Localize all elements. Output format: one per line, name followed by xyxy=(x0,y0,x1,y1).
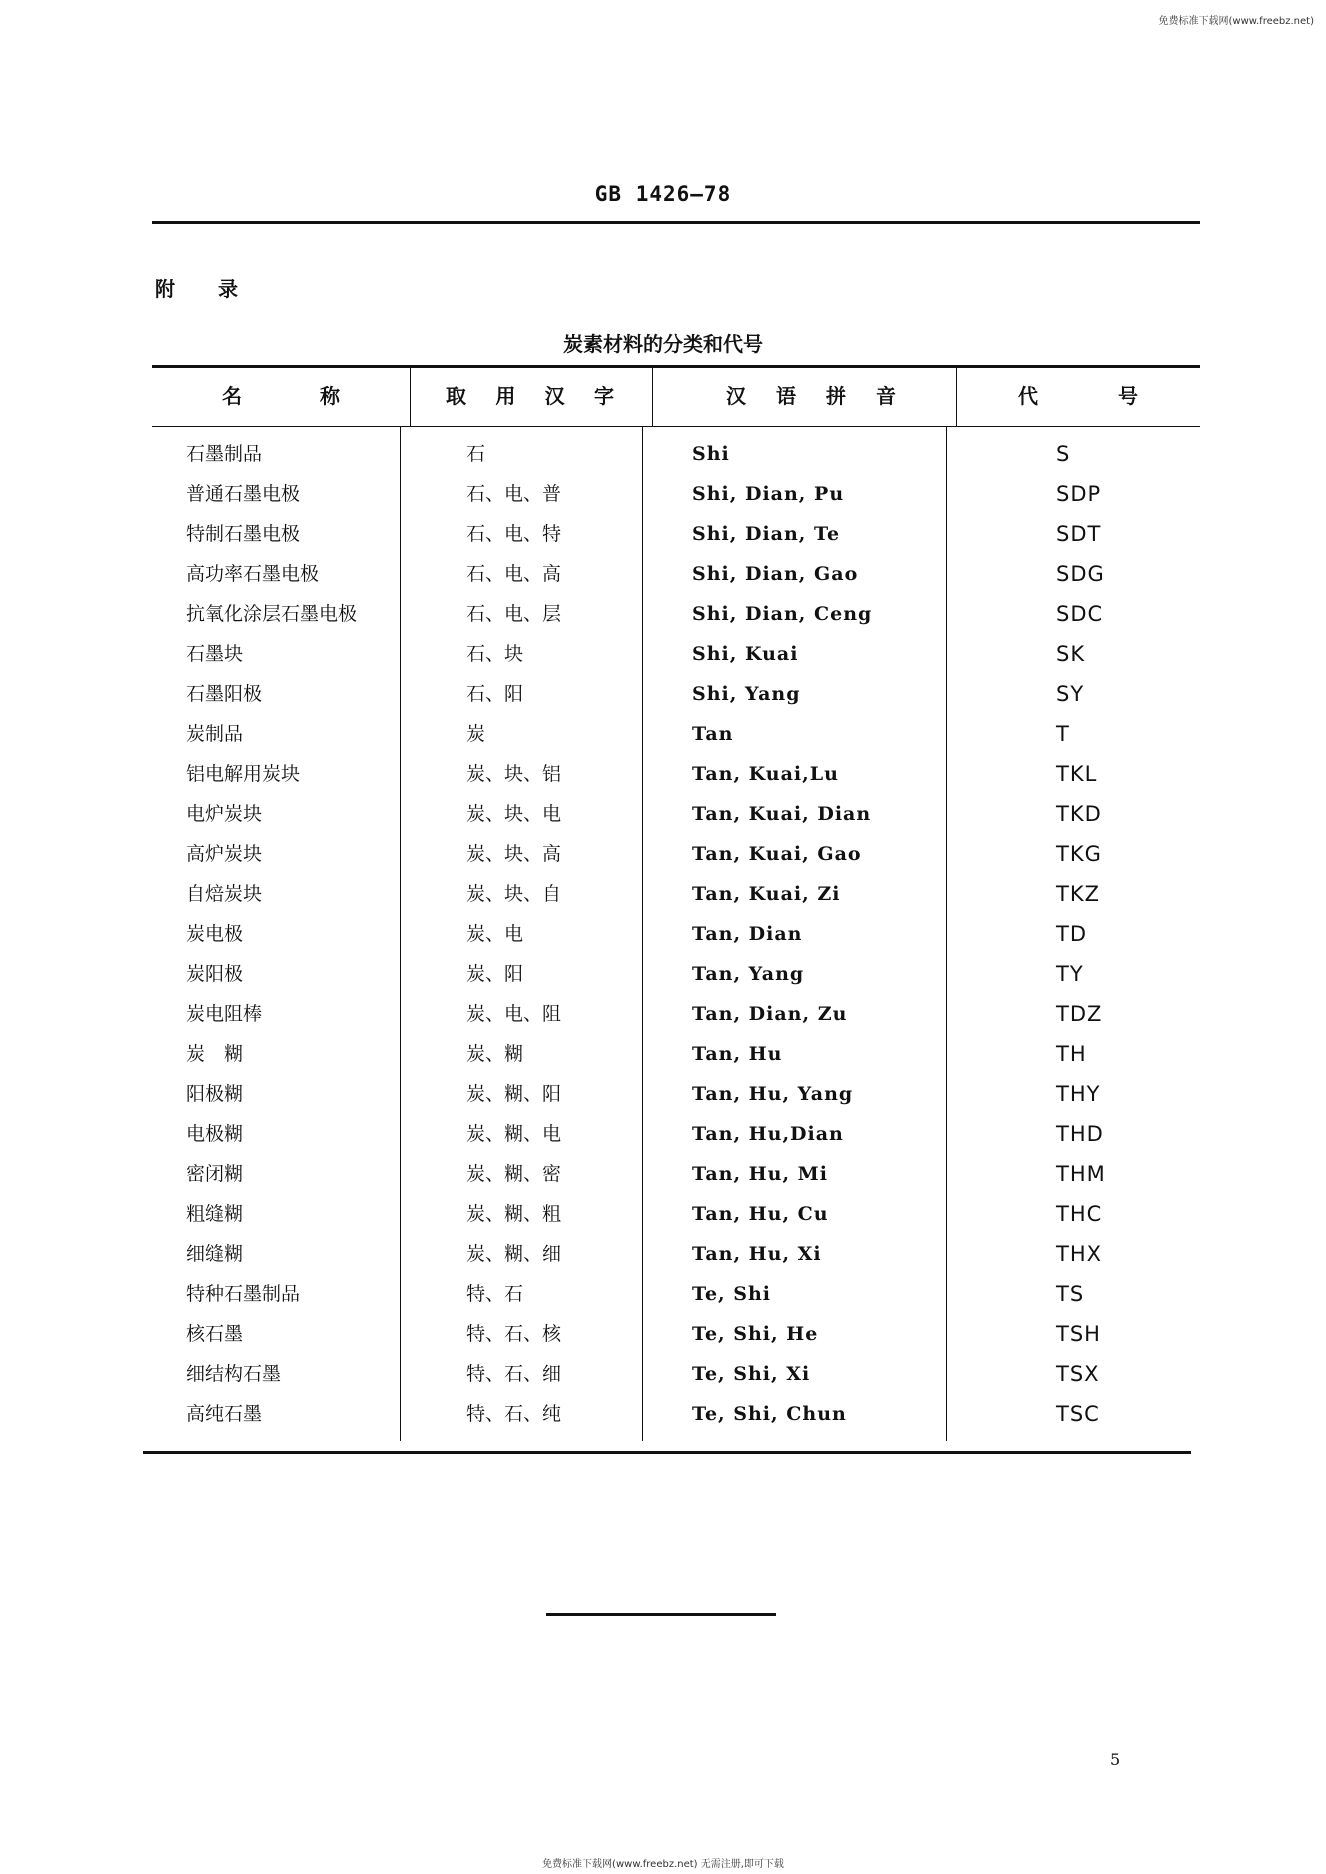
row-code: THY xyxy=(1056,1082,1101,1106)
row-pinyin: Te, Shi, He xyxy=(692,1323,819,1345)
table-body xyxy=(0,440,1326,1440)
row-name: 炭 糊 xyxy=(186,1043,244,1065)
row-chars: 炭、电 xyxy=(466,923,524,945)
row-name: 核石墨 xyxy=(186,1323,244,1345)
header-pinyin-char: 拼 xyxy=(826,384,846,408)
row-name: 石墨制品 xyxy=(186,443,263,465)
row-chars: 炭、块、电 xyxy=(466,803,562,825)
row-code: SDP xyxy=(1056,482,1102,506)
row-code: SDC xyxy=(1056,602,1104,626)
column-divider xyxy=(652,366,653,426)
row-chars: 特、石、核 xyxy=(466,1323,562,1345)
row-name: 密闭糊 xyxy=(186,1163,244,1185)
row-name: 炭制品 xyxy=(186,723,244,745)
row-name: 高炉炭块 xyxy=(186,843,263,865)
row-code: TKD xyxy=(1056,802,1102,826)
column-divider xyxy=(410,366,411,426)
table-row xyxy=(0,1080,1326,1120)
table-row xyxy=(0,840,1326,880)
header-pinyin-char: 音 xyxy=(876,384,896,408)
table-row xyxy=(0,1040,1326,1080)
table-row xyxy=(0,480,1326,520)
header-pinyin xyxy=(726,380,896,409)
table-row xyxy=(0,1160,1326,1200)
row-code: S xyxy=(1056,442,1071,466)
row-name: 特制石墨电极 xyxy=(186,523,301,545)
header-code-char: 代 xyxy=(1018,384,1038,408)
table-top-rule xyxy=(152,365,1200,368)
row-pinyin: Tan, Kuai,Lu xyxy=(692,763,839,785)
row-name: 高纯石墨 xyxy=(186,1403,263,1425)
table-title: 炭素材料的分类和代号 xyxy=(563,332,763,356)
row-code: TY xyxy=(1056,962,1084,986)
row-pinyin: Shi, Dian, Te xyxy=(692,523,841,545)
table-row xyxy=(0,640,1326,680)
table-row xyxy=(0,800,1326,840)
row-pinyin: Shi, Dian, Pu xyxy=(692,483,845,505)
header-chars-char: 取 xyxy=(446,384,466,408)
row-pinyin: Tan, Yang xyxy=(692,963,805,985)
row-name: 电炉炭块 xyxy=(186,803,263,825)
header-code xyxy=(1018,380,1138,409)
table-row xyxy=(0,960,1326,1000)
header-pinyin-char: 语 xyxy=(776,384,796,408)
table-row xyxy=(0,440,1326,480)
row-code: TSH xyxy=(1056,1322,1101,1346)
row-code: THC xyxy=(1056,1202,1103,1226)
row-code: TSX xyxy=(1056,1362,1100,1386)
row-pinyin: Tan, Hu, Yang xyxy=(692,1083,854,1105)
row-name: 铝电解用炭块 xyxy=(186,763,301,785)
row-name: 粗缝糊 xyxy=(186,1203,244,1225)
row-name: 特种石墨制品 xyxy=(186,1283,301,1305)
row-chars: 石、电、层 xyxy=(466,603,562,625)
row-pinyin: Shi, Dian, Gao xyxy=(692,563,859,585)
header-pinyin-char: 汉 xyxy=(726,384,746,408)
row-name: 石墨块 xyxy=(186,643,244,665)
table-row xyxy=(0,1360,1326,1400)
row-pinyin: Tan xyxy=(692,723,734,745)
row-pinyin: Tan, Hu, Mi xyxy=(692,1163,828,1185)
table-row xyxy=(0,1320,1326,1360)
table-bottom-rule xyxy=(143,1451,1191,1454)
row-pinyin: Tan, Kuai, Dian xyxy=(692,803,872,825)
row-chars: 石、块 xyxy=(466,643,524,665)
row-code: THM xyxy=(1056,1162,1106,1186)
row-chars: 炭、糊、阳 xyxy=(466,1083,562,1105)
row-code: TDZ xyxy=(1056,1002,1103,1026)
row-chars: 炭、块、铝 xyxy=(466,763,562,785)
header-name-char: 名 xyxy=(222,384,242,408)
row-chars: 炭、糊、电 xyxy=(466,1123,562,1145)
row-name: 细结构石墨 xyxy=(186,1363,282,1385)
row-chars: 炭、块、高 xyxy=(466,843,562,865)
table-row xyxy=(0,680,1326,720)
row-code: TKZ xyxy=(1056,882,1100,906)
row-pinyin: Tan, Hu, Xi xyxy=(692,1243,822,1265)
end-rule xyxy=(546,1613,776,1616)
table-row xyxy=(0,1240,1326,1280)
row-chars: 特、石、细 xyxy=(466,1363,562,1385)
row-pinyin: Tan, Kuai, Zi xyxy=(692,883,841,905)
row-code: TS xyxy=(1056,1282,1085,1306)
table-row xyxy=(0,1400,1326,1440)
row-name: 炭电阻棒 xyxy=(186,1003,263,1025)
row-pinyin: Te, Shi, Xi xyxy=(692,1363,811,1385)
table-row xyxy=(0,1120,1326,1160)
row-pinyin: Tan, Kuai, Gao xyxy=(692,843,862,865)
row-chars: 炭、块、自 xyxy=(466,883,562,905)
table-row xyxy=(0,560,1326,600)
table-row xyxy=(0,1280,1326,1320)
standard-number: GB 1426—78 xyxy=(594,182,732,206)
row-chars: 石 xyxy=(466,443,486,465)
row-code: TD xyxy=(1056,922,1087,946)
row-chars: 炭、糊、粗 xyxy=(466,1203,562,1225)
row-code: SK xyxy=(1056,642,1086,666)
row-pinyin: Tan, Hu xyxy=(692,1043,783,1065)
row-chars: 石、电、高 xyxy=(466,563,562,585)
table-row xyxy=(0,920,1326,960)
table-row xyxy=(0,1200,1326,1240)
row-pinyin: Tan, Dian, Zu xyxy=(692,1003,848,1025)
row-pinyin: Te, Shi, Chun xyxy=(692,1403,847,1425)
row-chars: 炭、阳 xyxy=(466,963,524,985)
page-number: 5 xyxy=(1110,1750,1121,1769)
row-code: THX xyxy=(1056,1242,1103,1266)
row-name: 高功率石墨电极 xyxy=(186,563,320,585)
top-watermark: 免费标准下载网(www.freebz.net) xyxy=(1158,16,1314,27)
row-name: 电极糊 xyxy=(186,1123,244,1145)
row-chars: 石、电、特 xyxy=(466,523,562,545)
row-pinyin: Shi, Yang xyxy=(692,683,801,705)
row-code: THD xyxy=(1056,1122,1104,1146)
header-name-char: 称 xyxy=(320,384,340,408)
row-chars: 特、石、纯 xyxy=(466,1403,562,1425)
column-divider xyxy=(956,366,957,426)
appendix-label: 附 录 xyxy=(155,277,256,301)
table-row xyxy=(0,760,1326,800)
table-row xyxy=(0,880,1326,920)
header-name xyxy=(222,380,340,409)
table-row xyxy=(0,720,1326,760)
row-pinyin: Shi, Kuai xyxy=(692,643,799,665)
row-name: 炭阳极 xyxy=(186,963,244,985)
header-chars-char: 汉 xyxy=(544,384,565,408)
row-pinyin: Tan, Hu,Dian xyxy=(692,1123,844,1145)
row-code: TH xyxy=(1056,1042,1087,1066)
row-code: SY xyxy=(1056,682,1085,706)
row-code: TKG xyxy=(1056,842,1102,866)
header-rule xyxy=(152,221,1200,224)
row-name: 石墨阳极 xyxy=(186,683,263,705)
header-bottom-rule xyxy=(152,426,1200,427)
header-chars xyxy=(446,380,614,409)
row-chars: 炭、糊、密 xyxy=(466,1163,562,1185)
row-name: 普通石墨电极 xyxy=(186,483,301,505)
row-name: 炭电极 xyxy=(186,923,244,945)
row-pinyin: Shi xyxy=(692,443,730,465)
row-code: SDT xyxy=(1056,522,1102,546)
row-chars: 特、石 xyxy=(466,1283,524,1305)
row-code: SDG xyxy=(1056,562,1105,586)
table-row xyxy=(0,520,1326,560)
row-name: 抗氧化涂层石墨电极 xyxy=(186,603,358,625)
header-chars-char: 用 xyxy=(495,384,516,408)
row-name: 细缝糊 xyxy=(186,1243,244,1265)
row-code: TSC xyxy=(1056,1402,1100,1426)
row-pinyin: Te, Shi xyxy=(692,1283,772,1305)
row-code: TKL xyxy=(1056,762,1098,786)
header-chars-char: 字 xyxy=(593,384,614,408)
row-pinyin: Tan, Hu, Cu xyxy=(692,1203,829,1225)
table-row xyxy=(0,1000,1326,1040)
row-pinyin: Tan, Dian xyxy=(692,923,803,945)
bottom-watermark: 免费标准下载网(www.freebz.net) 无需注册,即可下载 xyxy=(542,1859,784,1870)
header-code-char: 号 xyxy=(1118,384,1138,408)
row-code: T xyxy=(1056,722,1070,746)
row-chars: 炭、糊 xyxy=(466,1043,524,1065)
row-chars: 石、电、普 xyxy=(466,483,562,505)
row-chars: 石、阳 xyxy=(466,683,524,705)
row-name: 自焙炭块 xyxy=(186,883,263,905)
row-pinyin: Shi, Dian, Ceng xyxy=(692,603,873,625)
row-chars: 炭、电、阻 xyxy=(466,1003,562,1025)
table-row xyxy=(0,600,1326,640)
row-name: 阳极糊 xyxy=(186,1083,244,1105)
row-chars: 炭 xyxy=(466,723,486,745)
row-chars: 炭、糊、细 xyxy=(466,1243,562,1265)
